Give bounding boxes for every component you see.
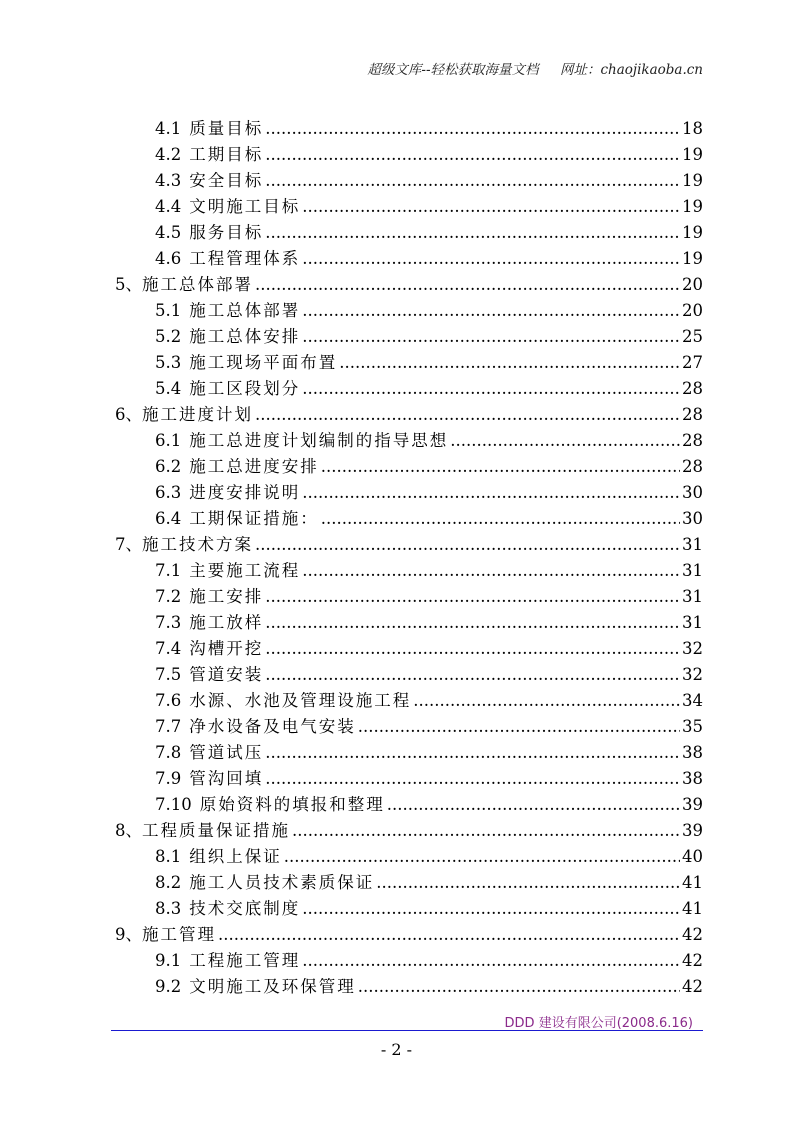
- toc-leader: [302, 327, 680, 346]
- toc-title: 文明施工目标: [189, 197, 301, 216]
- toc-page: 38: [682, 769, 703, 788]
- toc-page: 39: [682, 821, 703, 840]
- toc-title: 施工安排: [189, 587, 264, 606]
- toc-page: 41: [682, 899, 703, 918]
- toc-title: 施工总进度安排: [189, 457, 319, 476]
- toc-number: 7.1: [155, 561, 182, 580]
- toc-entry[interactable]: [155, 895, 703, 917]
- toc-title: 管道试压: [189, 743, 264, 762]
- toc-leader: [302, 379, 680, 398]
- toc-leader: [265, 639, 680, 658]
- toc-entry[interactable]: [155, 583, 703, 605]
- toc-entry[interactable]: [155, 765, 703, 787]
- toc-leader: [265, 145, 680, 164]
- toc-entry[interactable]: [155, 115, 703, 137]
- toc-entry[interactable]: [155, 843, 703, 865]
- toc-title: 施工总体部署: [189, 301, 301, 320]
- toc-number: 5.4: [155, 379, 182, 398]
- toc-entry[interactable]: [155, 557, 703, 579]
- toc-title: 施工技术方案: [142, 535, 253, 554]
- toc-entry[interactable]: [155, 167, 703, 189]
- toc-leader: [255, 535, 680, 554]
- toc-page: 42: [682, 977, 703, 996]
- toc-title: 净水设备及电气安装: [189, 717, 356, 736]
- toc-leader: [284, 847, 680, 866]
- toc-leader: [302, 951, 680, 970]
- toc-leader: [255, 275, 680, 294]
- toc-number: 9、: [115, 925, 142, 944]
- toc-title: 服务目标: [189, 223, 264, 242]
- toc-leader: [265, 743, 680, 762]
- toc-title: 施工总体安排: [189, 327, 301, 346]
- toc-number: 4.3: [155, 171, 182, 190]
- toc-page: 38: [682, 743, 703, 762]
- toc-page: 40: [682, 847, 703, 866]
- toc-page: 20: [682, 301, 703, 320]
- toc-title: 原始资料的填报和整理: [199, 795, 385, 814]
- toc-page: 19: [682, 249, 703, 268]
- toc-leader: [302, 483, 680, 502]
- toc-entry[interactable]: [155, 973, 703, 995]
- toc-number: 8、: [115, 821, 142, 840]
- toc-number: 6.4: [155, 509, 182, 528]
- toc-entry[interactable]: [155, 713, 703, 735]
- toc-leader: [302, 197, 680, 216]
- toc-number: 4.6: [155, 249, 182, 268]
- toc-number: 4.4: [155, 197, 182, 216]
- toc-entry[interactable]: [155, 193, 703, 215]
- toc-title: 工期目标: [189, 145, 264, 164]
- toc-page: 25: [682, 327, 703, 346]
- toc-entry[interactable]: [155, 947, 703, 969]
- toc-page: 28: [682, 431, 703, 450]
- toc-title: 施工进度计划: [142, 405, 253, 424]
- toc-page: 28: [682, 379, 703, 398]
- toc-number: 5.3: [155, 353, 182, 372]
- toc-title: 安全目标: [189, 171, 264, 190]
- toc-entry[interactable]: [155, 505, 703, 527]
- toc-number: 7、: [115, 535, 142, 554]
- toc-entry[interactable]: [115, 401, 703, 423]
- toc-page: 19: [682, 145, 703, 164]
- toc-number: 7.7: [155, 717, 182, 736]
- toc-number: 6.2: [155, 457, 182, 476]
- toc-entry[interactable]: [155, 791, 703, 813]
- toc-title: 施工现场平面布置: [189, 353, 338, 372]
- toc-title: 管沟回填: [189, 769, 264, 788]
- footer-company: DDD 建设有限公司(2008.6.16): [504, 1016, 693, 1031]
- toc-entry[interactable]: [155, 609, 703, 631]
- toc-entry[interactable]: [155, 453, 703, 475]
- toc-entry[interactable]: [155, 245, 703, 267]
- toc-leader: [265, 769, 680, 788]
- toc-page: 28: [682, 457, 703, 476]
- toc-entry[interactable]: [155, 219, 703, 241]
- toc-number: 6、: [115, 405, 142, 424]
- toc-leader: [265, 223, 680, 242]
- toc-title: 施工人员技术素质保证: [189, 873, 375, 892]
- toc-leader: [302, 899, 680, 918]
- toc-entry[interactable]: [115, 817, 703, 839]
- toc-number: 7.5: [155, 665, 182, 684]
- toc-leader: [265, 587, 680, 606]
- page-number: - 2 -: [380, 1040, 413, 1059]
- toc-leader: [255, 405, 680, 424]
- toc-number: 4.5: [155, 223, 182, 242]
- toc-title: 施工总进度计划编制的指导思想: [189, 431, 449, 450]
- toc-entry[interactable]: [155, 739, 703, 761]
- toc-page: 19: [682, 171, 703, 190]
- toc-number: 8.1: [155, 847, 182, 866]
- toc-page: 31: [682, 561, 703, 580]
- toc-number: 6.1: [155, 431, 182, 450]
- toc-leader: [302, 249, 680, 268]
- toc-page: 34: [682, 691, 703, 710]
- toc-number: 7.3: [155, 613, 182, 632]
- toc-page: 28: [682, 405, 703, 424]
- toc-number: 7.10: [155, 795, 192, 814]
- toc-page: 18: [682, 119, 703, 138]
- toc-title: 工程施工管理: [189, 951, 301, 970]
- footer-divider: [111, 1030, 703, 1031]
- toc-number: 7.2: [155, 587, 182, 606]
- toc-entry[interactable]: [155, 687, 703, 709]
- toc-leader: [321, 509, 680, 528]
- toc-entry[interactable]: [115, 921, 703, 943]
- toc-page: 32: [682, 665, 703, 684]
- toc-number: 8.3: [155, 899, 182, 918]
- toc-page: 30: [682, 509, 703, 528]
- toc-entry[interactable]: [155, 375, 703, 397]
- toc-page: 42: [682, 951, 703, 970]
- toc-title: 技术交底制度: [189, 899, 301, 918]
- toc-number: 9.1: [155, 951, 182, 970]
- toc-page: 39: [682, 795, 703, 814]
- toc-page: 32: [682, 639, 703, 658]
- toc-number: 6.3: [155, 483, 182, 502]
- toc-title: 施工放样: [189, 613, 264, 632]
- toc-number: 7.8: [155, 743, 182, 762]
- toc-entry[interactable]: [155, 323, 703, 345]
- toc-leader: [302, 301, 680, 320]
- toc-entry[interactable]: [155, 349, 703, 371]
- toc-number: 7.6: [155, 691, 182, 710]
- toc-title: 工程管理体系: [189, 249, 301, 268]
- toc-page: 35: [682, 717, 703, 736]
- toc-title: 进度安排说明: [189, 483, 301, 502]
- toc-title: 工程质量保证措施: [142, 821, 290, 840]
- toc-entry[interactable]: [155, 141, 703, 163]
- toc-number: 5.2: [155, 327, 182, 346]
- toc-number: 7.4: [155, 639, 182, 658]
- toc-page: 31: [682, 613, 703, 632]
- toc-leader: [358, 977, 680, 996]
- toc-leader: [358, 717, 680, 736]
- toc-leader: [302, 561, 680, 580]
- toc-page: 31: [682, 535, 703, 554]
- toc-title: 沟槽开挖: [189, 639, 264, 658]
- toc-number: 5、: [115, 275, 142, 294]
- toc-leader: [321, 457, 680, 476]
- toc-entry[interactable]: [155, 869, 703, 891]
- toc-page: 19: [682, 197, 703, 216]
- toc-number: 5.1: [155, 301, 182, 320]
- toc-title: 主要施工流程: [189, 561, 301, 580]
- toc-number: 4.1: [155, 119, 182, 138]
- toc-title: 组织上保证: [189, 847, 282, 866]
- toc-number: 9.2: [155, 977, 182, 996]
- toc-page: 20: [682, 275, 703, 294]
- toc-page: 19: [682, 223, 703, 242]
- toc-leader: [387, 795, 680, 814]
- toc-leader: [265, 171, 680, 190]
- toc-entry[interactable]: [115, 271, 703, 293]
- toc-title: 施工区段划分: [189, 379, 301, 398]
- toc-title: 质量目标: [189, 119, 264, 138]
- toc-number: 4.2: [155, 145, 182, 164]
- page-header: 超级文库--轻松获取海量文档 网址：chaojikaoba.cn: [367, 62, 703, 78]
- toc-leader: [265, 613, 680, 632]
- toc-page: 27: [682, 353, 703, 372]
- toc-title: 施工管理: [142, 925, 216, 944]
- toc-entry[interactable]: [115, 531, 703, 553]
- toc-page: 41: [682, 873, 703, 892]
- toc-entry[interactable]: [155, 661, 703, 683]
- toc-leader: [218, 925, 680, 944]
- toc-entry[interactable]: [155, 427, 703, 449]
- toc-leader: [339, 353, 680, 372]
- toc-title: 水源、水池及管理设施工程: [189, 691, 412, 710]
- toc-leader: [292, 821, 680, 840]
- toc-leader: [376, 873, 680, 892]
- toc-entry[interactable]: [155, 635, 703, 657]
- toc-leader: [265, 119, 680, 138]
- toc-entry[interactable]: [155, 297, 703, 319]
- toc-page: 31: [682, 587, 703, 606]
- toc-title: 管道安装: [189, 665, 264, 684]
- toc-number: 8.2: [155, 873, 182, 892]
- toc-title: 文明施工及环保管理: [189, 977, 356, 996]
- toc-leader: [265, 665, 680, 684]
- toc-title: 工期保证措施：: [189, 509, 319, 528]
- toc-leader: [413, 691, 680, 710]
- toc-page: 30: [682, 483, 703, 502]
- toc-leader: [450, 431, 680, 450]
- toc-number: 7.9: [155, 769, 182, 788]
- toc-page: 42: [682, 925, 703, 944]
- toc-title: 施工总体部署: [142, 275, 253, 294]
- toc-entry[interactable]: [155, 479, 703, 501]
